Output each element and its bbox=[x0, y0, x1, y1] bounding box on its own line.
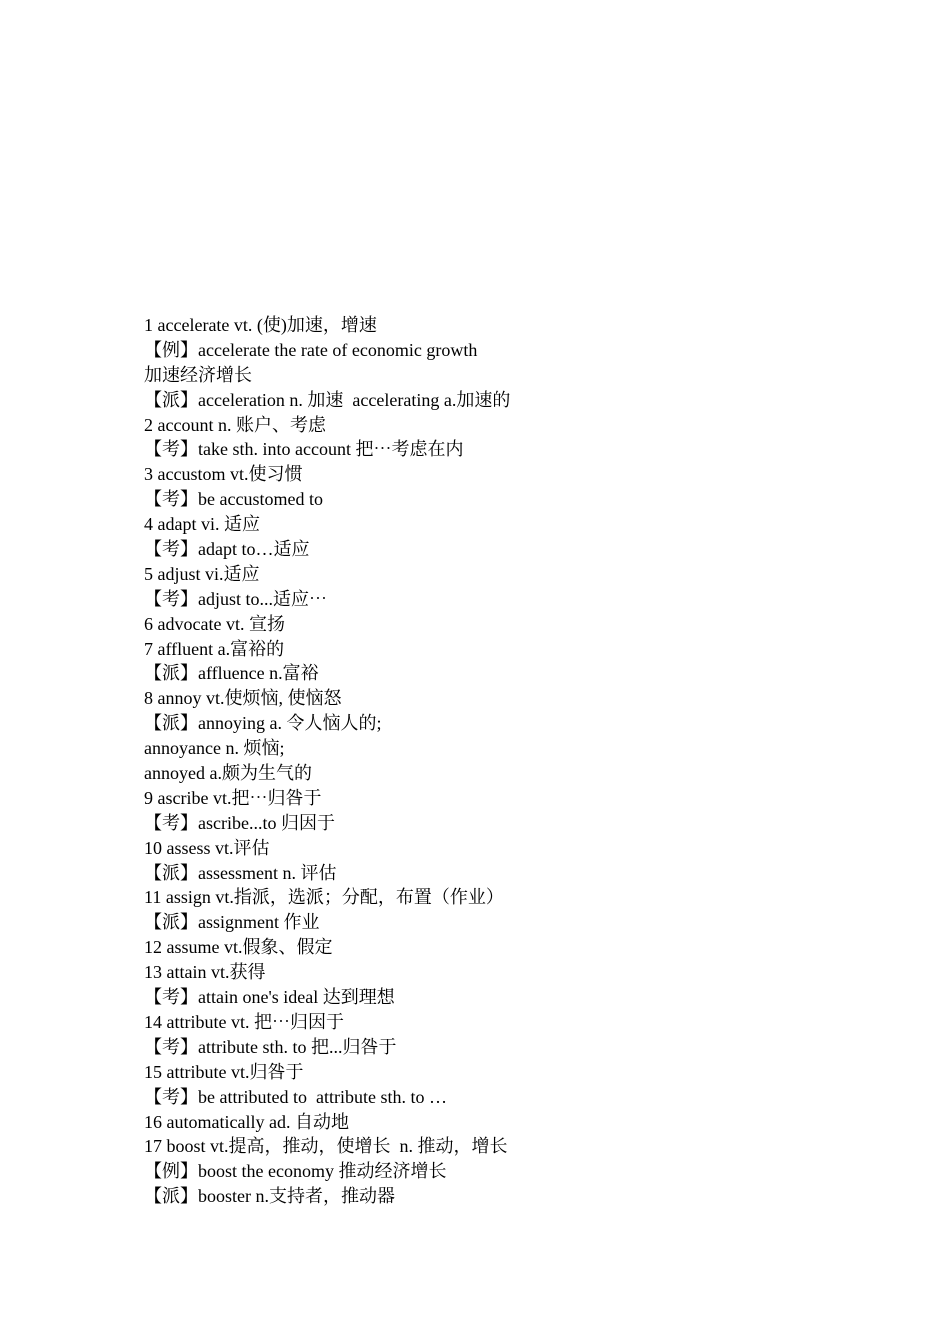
vocab-line: 2 account n. 账户、考虑 bbox=[144, 414, 326, 435]
vocab-line: 【派】affluence n.富裕 bbox=[144, 663, 319, 684]
vocab-line: 15 attribute vt.归咎于 bbox=[144, 1061, 304, 1082]
vocab-line: 【考】be attributed to attribute sth. to … bbox=[144, 1086, 447, 1107]
vocab-line: 【派】acceleration n. 加速 accelerating a.加速的 bbox=[144, 389, 511, 410]
vocab-line: annoyance n. 烦恼; bbox=[144, 738, 285, 759]
vocab-line: 1 accelerate vt. (使)加速，增速 bbox=[144, 315, 377, 335]
vocab-line: 16 automatically ad. 自动地 bbox=[144, 1111, 349, 1132]
vocab-line: 17 boost vt.提高，推动，使增长 n. 推动，增长 bbox=[144, 1136, 508, 1157]
vocab-line: 【考】be accustomed to bbox=[144, 489, 323, 510]
vocab-line: 加速经济增长 bbox=[144, 364, 252, 385]
vocab-line: 【考】adapt to…适应 bbox=[144, 539, 310, 560]
vocab-line: 【考】ascribe...to 归因于 bbox=[144, 812, 335, 833]
vocab-line: 14 attribute vt. 把⋯归因于 bbox=[144, 1011, 344, 1032]
vocab-line: 7 affluent a.富裕的 bbox=[144, 638, 285, 659]
vocab-line: 4 adapt vi. 适应 bbox=[144, 514, 260, 535]
vocab-line: 8 annoy vt.使烦恼, 使恼怒 bbox=[144, 688, 342, 709]
vocab-line: 【派】assessment n. 评估 bbox=[144, 862, 337, 883]
vocab-line: 【派】assignment 作业 bbox=[144, 912, 320, 933]
vocab-line: 【派】annoying a. 令人恼人的; bbox=[144, 713, 382, 734]
vocab-line: 5 adjust vi.适应 bbox=[144, 563, 260, 584]
vocab-line: 【考】take sth. into account 把⋯考虑在内 bbox=[144, 439, 464, 460]
vocab-line: 6 advocate vt. 宣扬 bbox=[144, 613, 285, 634]
vocab-line: 【考】attain one's ideal 达到理想 bbox=[144, 987, 395, 1008]
vocab-line: 13 attain vt.获得 bbox=[144, 962, 266, 983]
vocab-line: 12 assume vt.假象、假定 bbox=[144, 937, 333, 958]
vocab-line: 11 assign vt.指派，选派；分配，布置（作业） bbox=[144, 887, 504, 908]
vocab-line: 【考】adjust to...适应⋯ bbox=[144, 588, 327, 609]
vocab-line: 【考】attribute sth. to 把...归咎于 bbox=[144, 1036, 397, 1057]
vocabulary-list bbox=[144, 313, 864, 1209]
vocab-line: 【派】booster n.支持者，推动器 bbox=[144, 1186, 395, 1207]
vocab-line: annoyed a.颇为生气的 bbox=[144, 763, 312, 784]
vocab-line: 10 assess vt.评估 bbox=[144, 837, 270, 858]
vocab-line: 3 accustom vt.使习惯 bbox=[144, 464, 303, 485]
vocab-line: 9 ascribe vt.把⋯归咎于 bbox=[144, 787, 322, 808]
vocab-line: 【例】accelerate the rate of economic growth bbox=[144, 339, 478, 360]
vocab-line: 【例】boost the economy 推动经济增长 bbox=[144, 1161, 447, 1182]
